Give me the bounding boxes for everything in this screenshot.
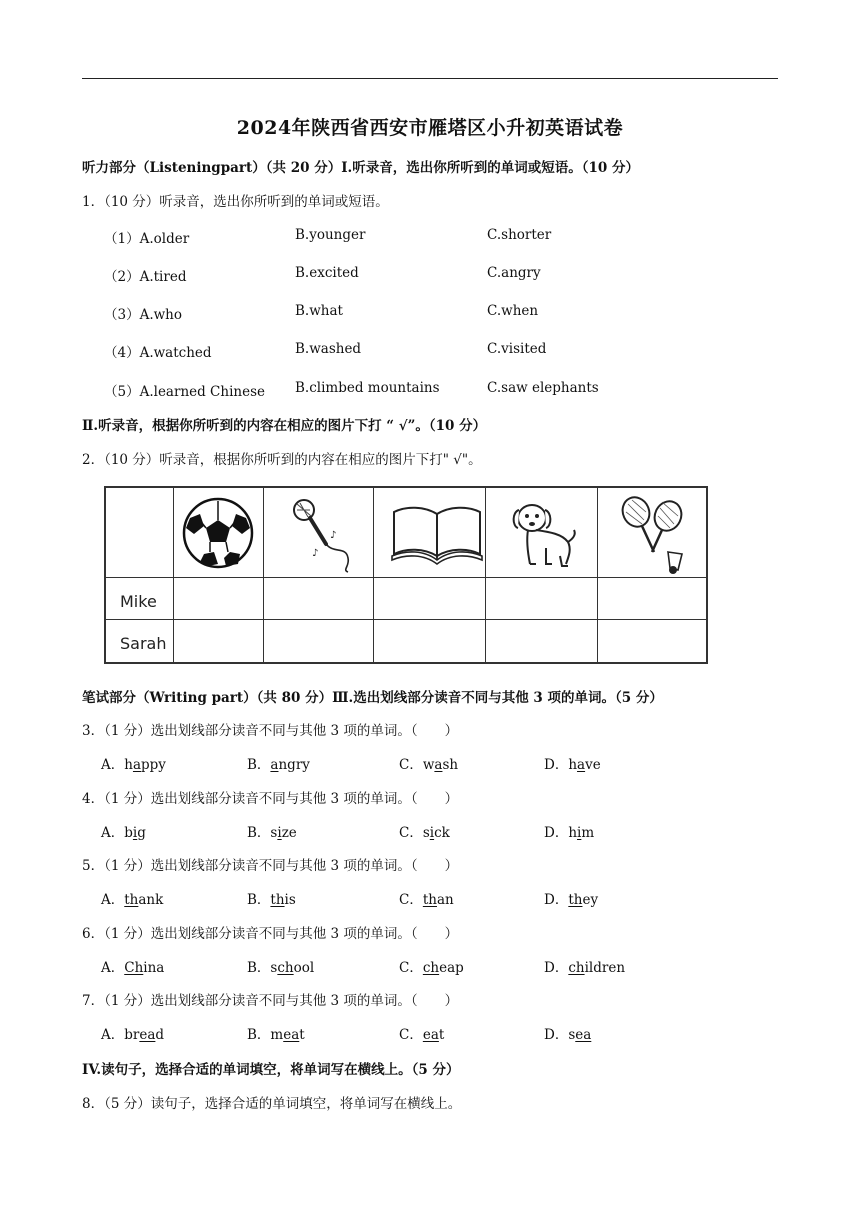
row-label-mike: Mike	[120, 592, 157, 611]
mc-option[interactable]	[101, 821, 146, 841]
mc-option[interactable]	[544, 956, 625, 976]
mc-option-suffix: ildren	[584, 960, 626, 976]
mc-option-suffix: ck	[434, 825, 450, 841]
mc-option-underlined: ea	[575, 1027, 592, 1043]
question-1-stem: 1．（10 分）听录音，选出你所听到的单词或短语。	[82, 194, 389, 210]
mc-option[interactable]	[399, 821, 450, 841]
mc-option-underlined: ea	[283, 1027, 300, 1043]
mc-option-prefix: C．s	[399, 825, 430, 841]
mc-option[interactable]	[101, 956, 164, 976]
mc-option-underlined: i	[277, 825, 282, 841]
q1-option-n[interactable]: （3）A.who	[104, 307, 183, 323]
mc-option-prefix: B．s	[247, 825, 278, 841]
mc-option[interactable]	[247, 888, 296, 908]
mc-option-suffix: m	[581, 825, 595, 841]
mc-option-prefix: B．m	[247, 1027, 284, 1043]
mc-option-suffix: an	[436, 892, 454, 908]
mc-option-prefix: D．s	[544, 1027, 576, 1043]
mc-option-prefix: A．h	[101, 757, 133, 773]
mc-option-prefix: B．s	[247, 960, 278, 976]
page-title: 2024年陕西省西安市雁塔区小升初英语试卷	[236, 117, 624, 139]
question-4-stem: 4．（1 分）选出划线部分读音不同与其他 3 项的单词。（ ）	[82, 791, 459, 807]
q1-option-b[interactable]: B.younger	[295, 227, 366, 243]
mc-option-underlined: i	[132, 825, 138, 841]
mc-option-suffix: ppy	[141, 757, 166, 773]
section-2-heading: Ⅱ.听录音，根据你所听到的内容在相应的图片下打 “ √”。（10 分）	[82, 418, 487, 434]
mc-option-underlined: th	[270, 892, 285, 908]
svg-text:♪: ♪	[312, 548, 319, 559]
mc-option-underlined: th	[422, 892, 437, 908]
q1-option-n[interactable]: （1）A.older	[104, 231, 190, 247]
question-5-stem: 5．（1 分）选出划线部分读音不同与其他 3 项的单词。（ ）	[82, 858, 459, 874]
q1-option-c[interactable]: C.when	[487, 303, 539, 319]
book-icon	[388, 500, 486, 566]
mc-option[interactable]	[544, 821, 594, 841]
mc-option-suffix: d	[155, 1027, 165, 1043]
mc-option-prefix: B．	[247, 892, 271, 908]
mc-option-underlined: ch	[422, 960, 440, 976]
mc-option-underlined: a	[434, 757, 443, 773]
question-3-stem: 3．（1 分）选出划线部分读音不同与其他 3 项的单词。（ ）	[82, 723, 459, 739]
question-6-stem: 6．（1 分）选出划线部分读音不同与其他 3 项的单词。（ ）	[82, 926, 459, 942]
mc-option-suffix: ngry	[278, 757, 310, 773]
mc-option-suffix: eap	[439, 960, 464, 976]
mc-option-underlined: a	[270, 757, 279, 773]
mc-option[interactable]	[247, 753, 310, 773]
mc-option[interactable]	[399, 888, 454, 908]
mc-option[interactable]	[544, 888, 598, 908]
q1-option-b[interactable]: B.washed	[295, 341, 362, 357]
section-4-heading: IV.读句子，选择合适的单词填空，将单词写在横线上。（5 分）	[82, 1062, 460, 1078]
mc-option[interactable]	[399, 753, 458, 773]
mc-option-underlined: i	[429, 825, 435, 841]
mc-option-suffix: is	[284, 892, 296, 908]
mc-option-prefix: A．	[101, 892, 125, 908]
mc-option[interactable]	[544, 1023, 591, 1043]
mc-option-underlined: a	[577, 757, 586, 773]
mc-option[interactable]	[247, 1023, 305, 1043]
q1-option-b[interactable]: B.climbed mountains	[295, 380, 440, 396]
mc-option-prefix: B．	[247, 757, 271, 773]
mc-option-suffix: t	[299, 1027, 305, 1043]
q1-option-n[interactable]: （4）A.watched	[104, 345, 212, 361]
mc-option-suffix: ze	[281, 825, 297, 841]
q1-option-b[interactable]: B.excited	[295, 265, 359, 281]
mc-option-prefix: A．	[101, 960, 125, 976]
mc-option-prefix: A．br	[101, 1027, 140, 1043]
mc-option-underlined: i	[577, 825, 582, 841]
mc-option-suffix: ve	[585, 757, 601, 773]
question-2-stem: 2．（10 分）听录音，根据你所听到的内容在相应的图片下打" √"。	[82, 452, 482, 468]
badminton-icon	[612, 494, 696, 576]
mc-option[interactable]	[247, 821, 297, 841]
header-rule	[82, 78, 778, 79]
mc-option-underlined: ea	[139, 1027, 156, 1043]
q1-option-c[interactable]: C.saw elephants	[487, 380, 599, 396]
football-icon	[180, 496, 256, 570]
mc-option-suffix: t	[438, 1027, 445, 1043]
mc-option-underlined: Ch	[124, 960, 144, 976]
mc-option-underlined: ch	[277, 960, 294, 976]
q1-option-n[interactable]: （2）A.tired	[104, 269, 187, 285]
mc-option-underlined: ea	[422, 1027, 439, 1043]
mc-option[interactable]	[101, 888, 163, 908]
q1-option-c[interactable]: C.angry	[487, 265, 541, 281]
question-8-stem: 8．（5 分）读句子，选择合适的单词填空，将单词写在横线上。	[82, 1096, 462, 1112]
mc-option[interactable]	[101, 753, 166, 773]
mc-option-underlined: th	[124, 892, 139, 908]
section-listening-heading: 听力部分（Listeningpart）（共 20 分）I.听录音，选出你所听到的单词或短语。（10 分）	[82, 160, 639, 176]
mc-option[interactable]	[399, 956, 464, 976]
q1-option-c[interactable]: C.visited	[487, 341, 547, 357]
mc-option[interactable]	[544, 753, 601, 773]
mc-option-underlined: ch	[568, 960, 585, 976]
mc-option-prefix: D．	[544, 892, 569, 908]
mc-option[interactable]	[101, 1023, 164, 1043]
q1-option-b[interactable]: B.what	[295, 303, 343, 319]
mc-option[interactable]	[247, 956, 314, 976]
section-writing-heading: 笔试部分（Writing part）（共 80 分）Ⅲ.选出划线部分读音不同与其他 3 项的单词。（5 分）	[82, 690, 663, 706]
question-7-stem: 7．（1 分）选出划线部分读音不同与其他 3 项的单词。（ ）	[82, 993, 459, 1009]
mc-option-suffix: ina	[143, 960, 165, 976]
mc-option-suffix: sh	[442, 757, 459, 773]
mc-option-prefix: A．b	[101, 825, 133, 841]
mc-option-prefix: C．w	[399, 757, 435, 773]
mc-option-underlined: a	[132, 757, 142, 773]
picture-table	[104, 486, 708, 664]
mc-option-prefix: C．	[399, 1027, 423, 1043]
mc-option-prefix: D．	[544, 960, 569, 976]
mc-option[interactable]	[399, 1023, 444, 1043]
mc-option-prefix: C．	[399, 892, 423, 908]
mc-option-suffix: ank	[138, 892, 164, 908]
dog-icon	[510, 498, 580, 572]
mc-option-prefix: C．	[399, 960, 423, 976]
microphone-icon	[286, 494, 366, 574]
q1-option-c[interactable]: C.shorter	[487, 227, 552, 243]
svg-text:♪: ♪	[330, 530, 337, 541]
mc-option-underlined: th	[568, 892, 583, 908]
mc-option-suffix: ool	[293, 960, 315, 976]
q1-option-n[interactable]: （5）A.learned Chinese	[104, 384, 265, 400]
mc-option-prefix: D．h	[544, 757, 578, 773]
mc-option-prefix: D．h	[544, 825, 578, 841]
row-label-sarah: Sarah	[120, 634, 167, 653]
mc-option-suffix: ey	[582, 892, 599, 908]
mc-option-suffix: g	[137, 825, 146, 841]
